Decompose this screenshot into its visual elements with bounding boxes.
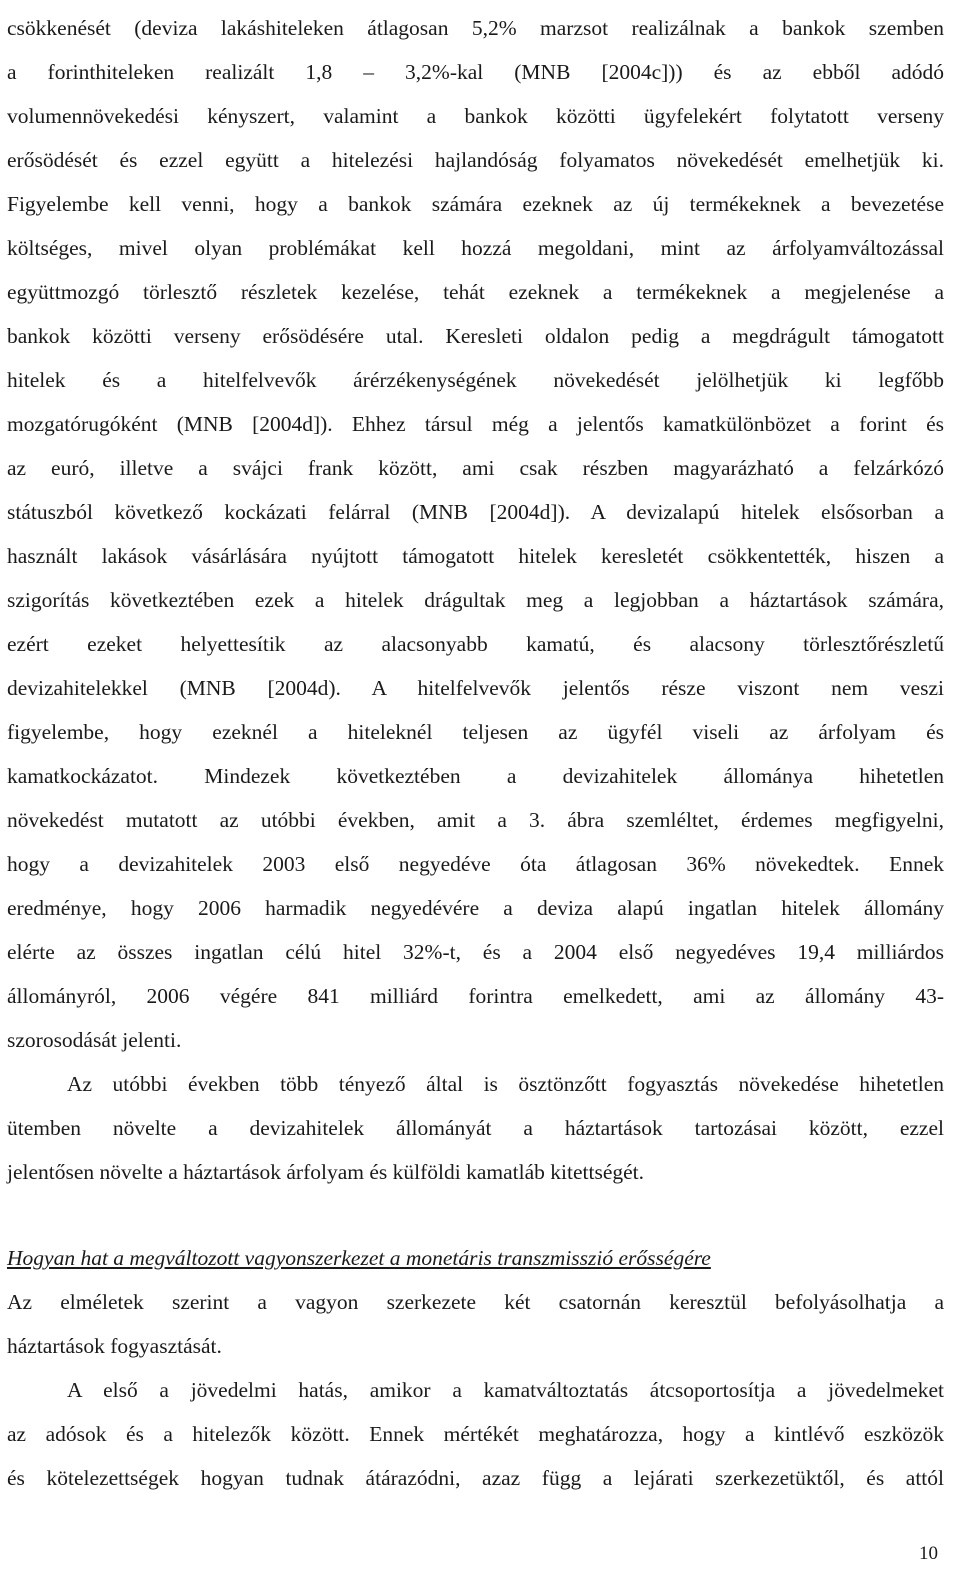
section-gap	[7, 1194, 944, 1236]
text-line: mozgatórugóként (MNB [2004d]). Ehhez társul még a jelentős kamatkülönbözet a forint és	[7, 412, 944, 436]
paragraph-fogyasztas-novekedese	[7, 1062, 944, 1194]
text-line: hogy a devizahitelek 2003 első negyedéve óta átlagosan 36% növekedtek. Ennek	[7, 852, 944, 876]
text-line: A első a jövedelmi hatás, amikor a kamatváltoztatás átcsoportosítja a jövedelmeket	[67, 1378, 944, 1402]
text-line: szorosodását jelenti.	[7, 1028, 182, 1052]
text-line: csökkenését (deviza lakáshiteleken átlagosan 5,2% marzsot realizálnak a bankok szemben	[7, 16, 944, 40]
text-line: elérte az összes ingatlan célú hitel 32%-t, és a 2004 első negyedéves 19,4 milliárdos	[7, 940, 944, 964]
text-line: és kötelezettségek hogyan tudnak átárazódni, azaz függ a lejárati szerkezetüktől, és attól	[7, 1466, 944, 1490]
text-line: használt lakások vásárlására nyújtott támogatott hitelek keresletét csökkentették, hiszen a	[7, 544, 944, 568]
text-line: hitelek és a hitelfelvevők árérzékenységének növekedését jelölhetjük ki legfőbb	[7, 368, 944, 392]
text-line: volumennövekedési kényszert, valamint a bankok közötti ügyfelekért folytatott verseny	[7, 104, 944, 128]
text-line: Figyelembe kell venni, hogy a bankok számára ezeknek az új termékeknek a bevezetése	[7, 192, 944, 216]
text-line: státuszból következő kockázati felárral (MNB [2004d]). A devizalapú hitelek elsősorban a	[7, 500, 944, 524]
document-page	[7, 6, 944, 1500]
text-line: kamatkockázatot. Mindezek következtében a devizahitelek állománya hihetetlen	[7, 764, 944, 788]
page-number: 10	[919, 1543, 938, 1564]
text-line: eredménye, hogy 2006 harmadik negyedévére a deviza alapú ingatlan hitelek állomány	[7, 896, 944, 920]
text-line: Az utóbbi években több tényező által is ösztönzőtt fogyasztás növekedése hihetetlen	[67, 1072, 944, 1096]
text-line: ezért ezeket helyettesítik az alacsonyabb kamatú, és alacsony törlesztőrészletű	[7, 632, 944, 656]
text-line: ütemben növelte a devizahitelek állományát a háztartások tartozásai között, ezzel	[7, 1116, 944, 1140]
section-heading: Hogyan hat a megváltozott vagyonszerkezet a monetáris transzmisszió erősségére	[7, 1246, 711, 1270]
text-line: állományról, 2006 végére 841 milliárd forintra emelkedett, ami az állomány 43-	[7, 984, 944, 1008]
text-line: bankok közötti verseny erősödésére utal. Keresleti oldalon pedig a megdrágult támogatott	[7, 324, 944, 348]
paragraph-vagyon-szerkezete	[7, 1280, 944, 1368]
text-line: az euró, illetve a svájci frank között, ami csak részben magyarázható a felzárkózó	[7, 456, 944, 480]
text-line: Az elméletek szerint a vagyon szerkezete két csatornán keresztül befolyásolhatja a	[7, 1290, 944, 1314]
text-line: erősödését és ezzel együtt a hitelezési hajlandóság folyamatos növekedését emelhetjük ki.	[7, 148, 944, 172]
text-line: figyelembe, hogy ezeknél a hiteleknél teljesen az ügyfél viseli az árfolyam és	[7, 720, 944, 744]
text-line: együttmozgó törlesztő részletek kezelése, tehát ezeknek a termékeknek a megjelenése a	[7, 280, 944, 304]
paragraph-devizahitelek-okai	[7, 6, 944, 1062]
paragraph-jovedelmi-hatas	[7, 1368, 944, 1500]
text-line: az adósok és a hitelezők között. Ennek mértékét meghatározza, hogy a kintlévő eszközök	[7, 1422, 944, 1446]
text-line: háztartások fogyasztását.	[7, 1334, 222, 1358]
text-line: növekedést mutatott az utóbbi években, amit a 3. ábra szemléltet, érdemes megfigyelni,	[7, 808, 944, 832]
text-line: szigorítás következtében ezek a hitelek drágultak meg a legjobban a háztartások számára,	[7, 588, 944, 612]
text-line: devizahitelekkel (MNB [2004d). A hitelfelvevők jelentős része viszont nem veszi	[7, 676, 944, 700]
text-line: a forinthiteleken realizált 1,8 – 3,2%-kal (MNB [2004c])) és az ebből adódó	[7, 60, 944, 84]
text-line: jelentősen növelte a háztartások árfolyam és külföldi kamatláb kitettségét.	[7, 1160, 645, 1184]
text-line: költséges, mivel olyan problémákat kell hozzá megoldani, mint az árfolyamváltozással	[7, 236, 944, 260]
